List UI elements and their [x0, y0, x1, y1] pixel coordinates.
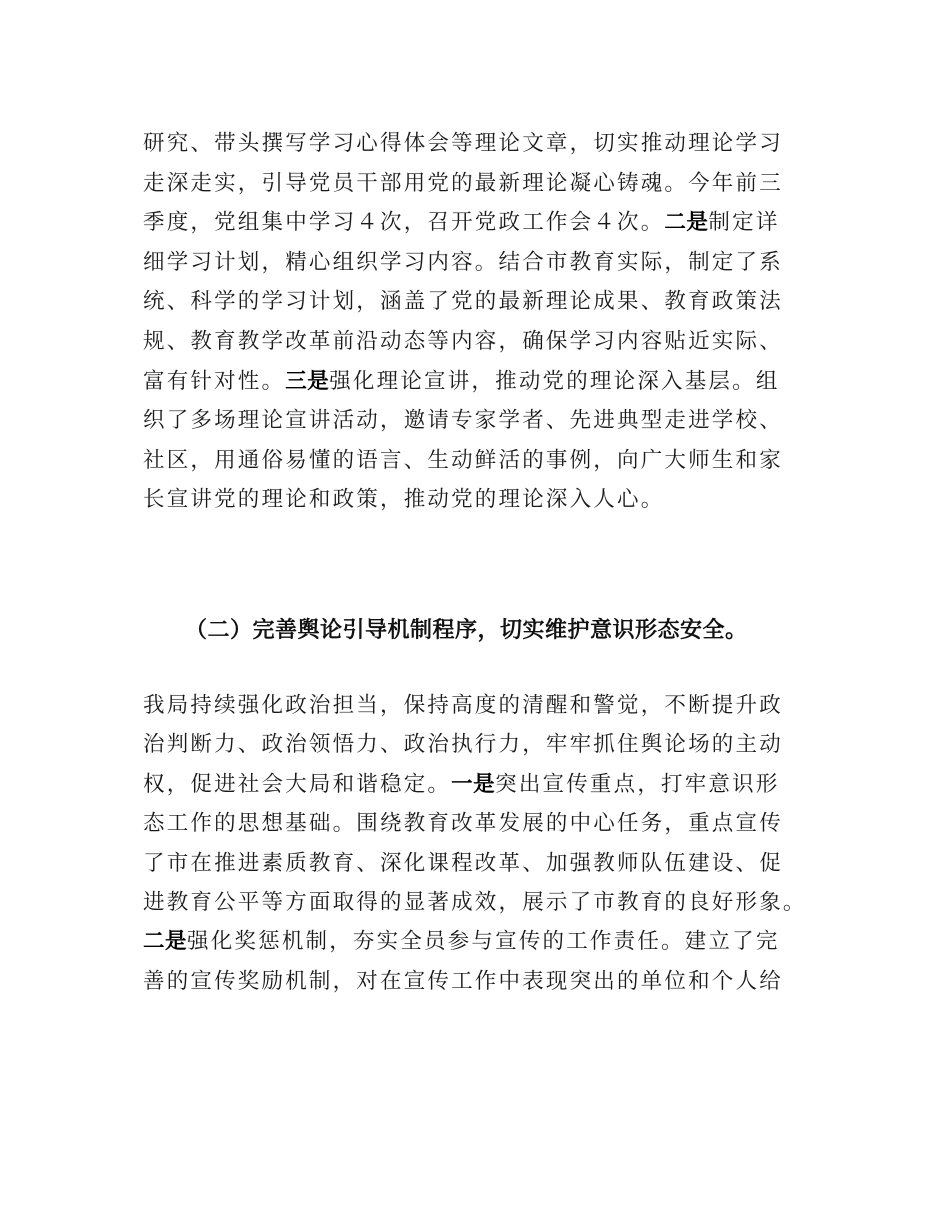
- text-line: 善的宣传奖励机制，对在宣传工作中表现突出的单位和个人给: [143, 968, 783, 994]
- text-line: 走深走实，引导党员干部用党的最新理论凝心铸魂。今年前三: [143, 170, 783, 196]
- text-line: [143, 203, 813, 243]
- text-line: 长宣讲党的理论和政策，推动党的理论深入人心。: [143, 487, 665, 513]
- bold-lead-phrase: 一是: [451, 771, 496, 797]
- paragraph-1: [143, 124, 813, 520]
- text-segment: 制定详: [708, 210, 780, 236]
- text-line: 态工作的思想基础。围绕教育改革发展的中心任务，重点宣传: [143, 811, 783, 837]
- bold-lead-phrase: 二是: [664, 210, 709, 236]
- text-segment: 季度，党组集中学习４次，召开党政工作会４次。: [143, 210, 665, 236]
- text-segment: 富有针对性。: [143, 368, 286, 394]
- text-segment: 强化奖惩机制，夯实全员参与宣传的工作责任。建立了完: [187, 929, 780, 955]
- text-line: 细学习计划，精心组织学习内容。结合市教育实际，制定了系: [143, 249, 783, 275]
- text-line: 我局持续强化政治担当，保持高度的清醒和警觉，不断提升政: [143, 693, 783, 718]
- text-line: 社区，用通俗易懂的语言、生动鲜活的事例，向广大师生和家: [143, 447, 783, 473]
- text-segment: 突出宣传重点，打牢意识形: [495, 771, 780, 797]
- text-line: 了市在推进素质教育、深化课程改革、加强教师队伍建设、促: [143, 850, 783, 876]
- text-line: 进教育公平等方面取得的显著成效，展示了市教育的良好形象。: [143, 889, 807, 915]
- text-line: 织了多场理论宣讲活动，邀请专家学者、先进典型走进学校、: [143, 408, 783, 434]
- text-line: 规、教育教学改革前沿动态等内容，确保学习内容贴近实际、: [143, 328, 783, 354]
- text-line: 统、科学的学习计划，涵盖了党的最新理论成果、教育政策法: [143, 289, 783, 315]
- paragraph-2: [143, 686, 813, 1001]
- bold-lead-phrase: 二是: [143, 929, 188, 955]
- section-heading: （二）完善舆论引导机制程序，切实维护意识形态安全。: [185, 618, 748, 643]
- text-line: 治判断力、政治领悟力、政治执行力，牢牢抓住舆论场的主动: [143, 732, 783, 758]
- text-line: [143, 362, 813, 402]
- text-line: [143, 922, 813, 961]
- text-segment: 权，促进社会大局和谐稳定。: [143, 771, 452, 797]
- text-segment: 强化理论宣讲，推动党的理论深入基层。组: [329, 368, 780, 394]
- bold-lead-phrase: 三是: [285, 368, 330, 394]
- text-line: 研究、带头撰写学习心得体会等理论文章，切实推动理论学习: [143, 131, 783, 156]
- text-line: [143, 765, 813, 804]
